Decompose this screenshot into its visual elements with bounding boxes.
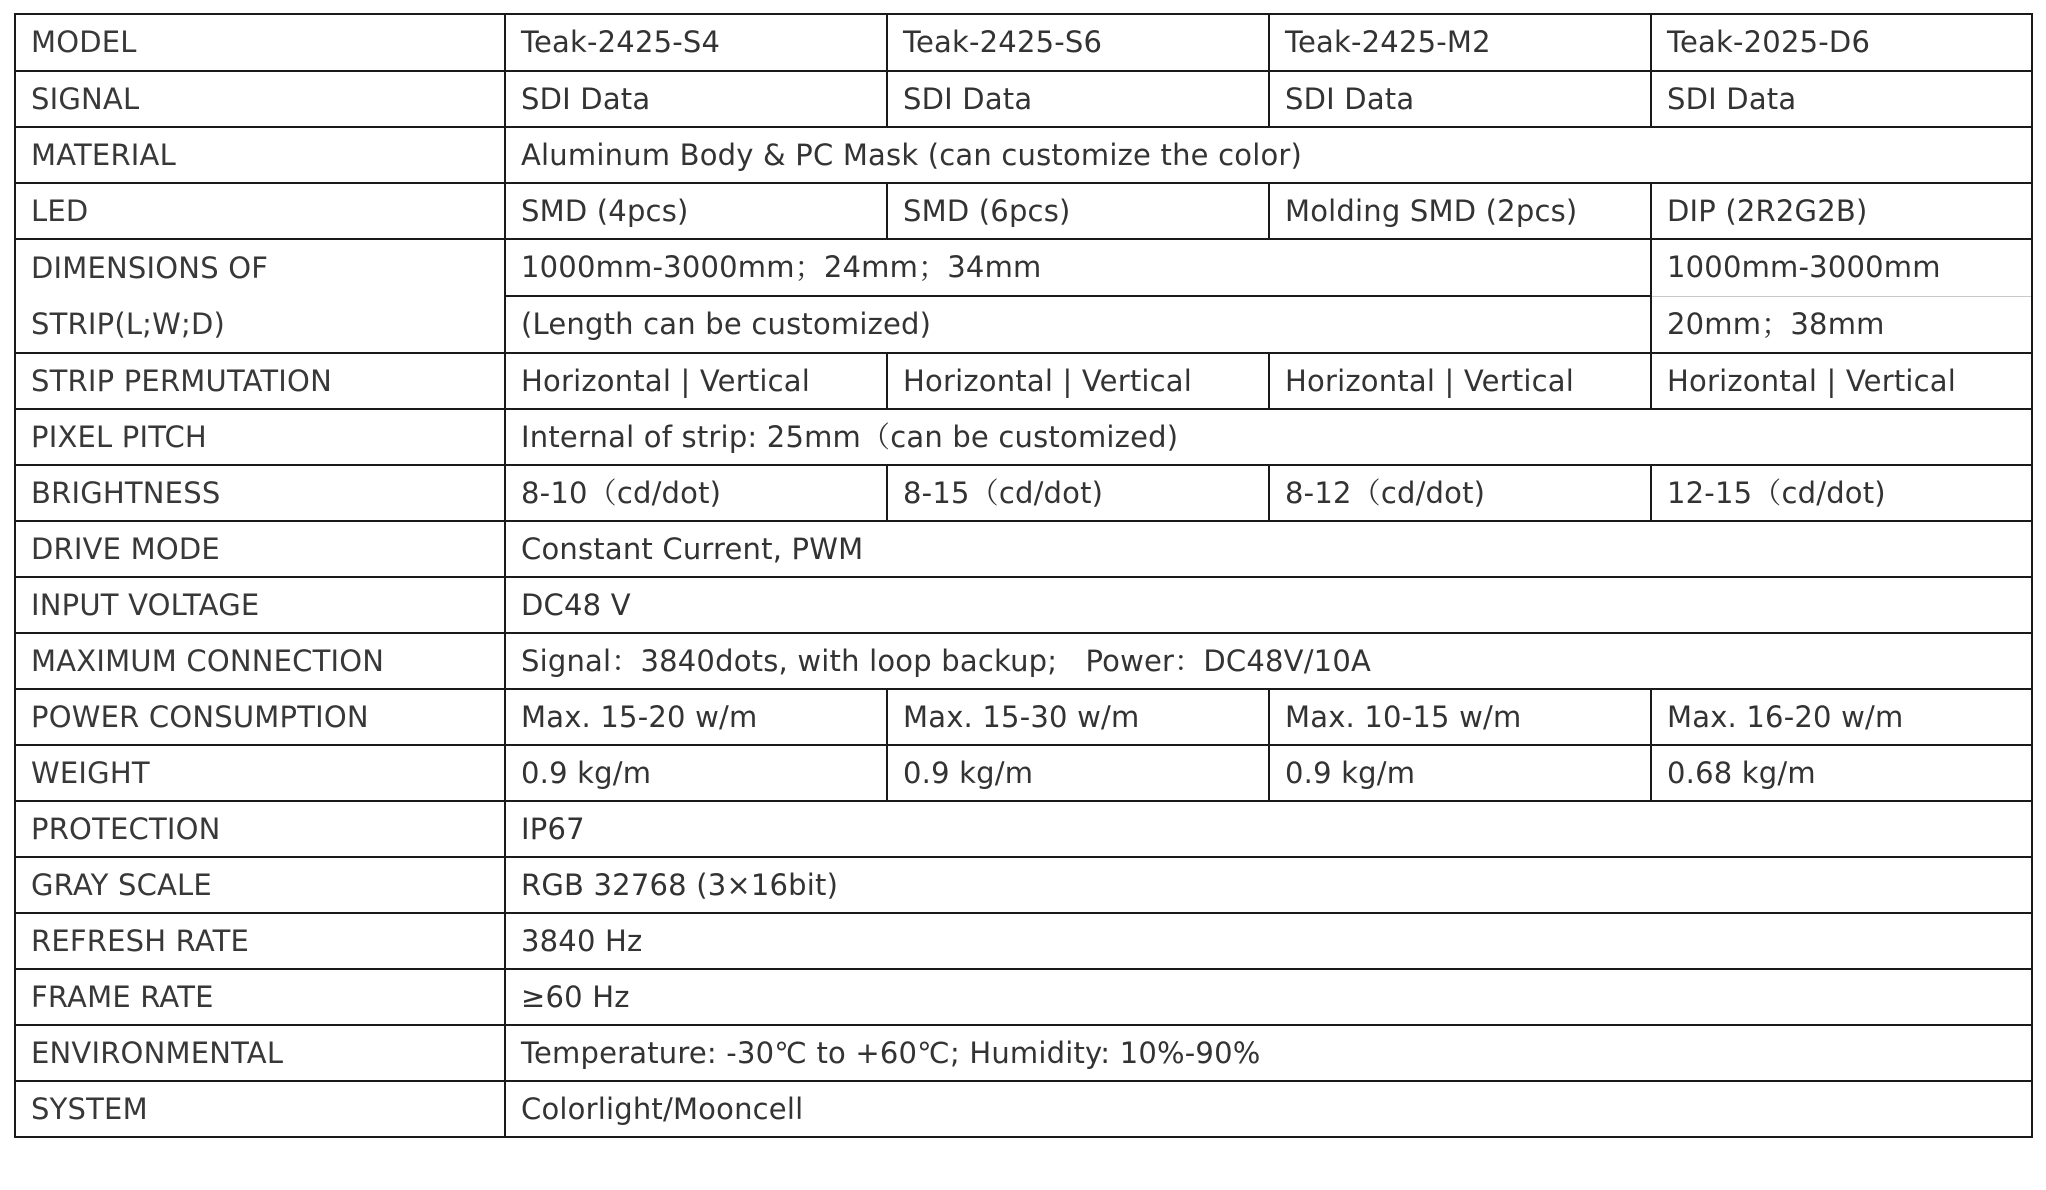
power-consumption-d6: Max. 16-20 w/m bbox=[1651, 689, 2032, 745]
pixel-pitch-value: Internal of strip: 25mm（can be customized) bbox=[505, 409, 2032, 465]
refresh-rate-label: REFRESH RATE bbox=[15, 913, 505, 969]
brightness-d6: 12-15（cd/dot) bbox=[1651, 465, 2032, 521]
model-s4: Teak-2425-S4 bbox=[505, 14, 887, 71]
row-weight bbox=[15, 745, 2032, 801]
environmental-label: ENVIRONMENTAL bbox=[15, 1025, 505, 1081]
model-s6: Teak-2425-S6 bbox=[887, 14, 1269, 71]
row-brightness bbox=[15, 465, 2032, 521]
power-consumption-m2: Max. 10-15 w/m bbox=[1269, 689, 1651, 745]
row-protection bbox=[15, 801, 2032, 857]
row-model bbox=[15, 14, 2032, 71]
refresh-rate-value: 3840 Hz bbox=[505, 913, 2032, 969]
protection-value: IP67 bbox=[505, 801, 2032, 857]
model-label: MODEL bbox=[15, 14, 505, 71]
maximum-connection-value: Signal：3840dots, with loop backup; Power：DC48V/10A bbox=[505, 633, 2032, 689]
row-led bbox=[15, 183, 2032, 239]
row-pixel-pitch bbox=[15, 409, 2032, 465]
power-consumption-s4: Max. 15-20 w/m bbox=[505, 689, 887, 745]
input-voltage-label: INPUT VOLTAGE bbox=[15, 577, 505, 633]
weight-label: WEIGHT bbox=[15, 745, 505, 801]
system-label: SYSTEM bbox=[15, 1081, 505, 1137]
row-environmental bbox=[15, 1025, 2032, 1081]
drive-mode-value: Constant Current, PWM bbox=[505, 521, 2032, 577]
frame-rate-value: ≥60 Hz bbox=[505, 969, 2032, 1025]
system-value: Colorlight/Mooncell bbox=[505, 1081, 2032, 1137]
brightness-s4: 8-10（cd/dot) bbox=[505, 465, 887, 521]
frame-rate-label: FRAME RATE bbox=[15, 969, 505, 1025]
power-consumption-s6: Max. 15-30 w/m bbox=[887, 689, 1269, 745]
material-label: MATERIAL bbox=[15, 127, 505, 183]
row-maximum-connection bbox=[15, 633, 2032, 689]
row-system bbox=[15, 1081, 2032, 1137]
drive-mode-label: DRIVE MODE bbox=[15, 521, 505, 577]
row-input-voltage bbox=[15, 577, 2032, 633]
input-voltage-value: DC48 V bbox=[505, 577, 2032, 633]
material-value: Aluminum Body & PC Mask (can customize the color) bbox=[505, 127, 2032, 183]
signal-s4: SDI Data bbox=[505, 71, 887, 127]
brightness-label: BRIGHTNESS bbox=[15, 465, 505, 521]
led-s4: SMD (4pcs) bbox=[505, 183, 887, 239]
signal-d6: SDI Data bbox=[1651, 71, 2032, 127]
strip-permutation-d6: Horizontal | Vertical bbox=[1651, 353, 2032, 409]
row-strip-permutation bbox=[15, 353, 2032, 409]
led-s6: SMD (6pcs) bbox=[887, 183, 1269, 239]
gray-scale-value: RGB 32768 (3×16bit) bbox=[505, 857, 2032, 913]
dimensions-label-line1: DIMENSIONS OF bbox=[31, 251, 269, 285]
row-drive-mode bbox=[15, 521, 2032, 577]
dimensions-d6-line1: 1000mm-3000mm bbox=[1651, 239, 2032, 296]
signal-s6: SDI Data bbox=[887, 71, 1269, 127]
signal-label: SIGNAL bbox=[15, 71, 505, 127]
maximum-connection-label: MAXIMUM CONNECTION bbox=[15, 633, 505, 689]
pixel-pitch-label: PIXEL PITCH bbox=[15, 409, 505, 465]
strip-permutation-label: STRIP PERMUTATION bbox=[15, 353, 505, 409]
brightness-m2: 8-12（cd/dot) bbox=[1269, 465, 1651, 521]
weight-s6: 0.9 kg/m bbox=[887, 745, 1269, 801]
row-power-consumption bbox=[15, 689, 2032, 745]
row-gray-scale bbox=[15, 857, 2032, 913]
led-m2: Molding SMD (2pcs) bbox=[1269, 183, 1651, 239]
dimensions-label bbox=[15, 239, 505, 353]
weight-d6: 0.68 kg/m bbox=[1651, 745, 2032, 801]
protection-label: PROTECTION bbox=[15, 801, 505, 857]
led-label: LED bbox=[15, 183, 505, 239]
strip-permutation-m2: Horizontal | Vertical bbox=[1269, 353, 1651, 409]
row-material bbox=[15, 127, 2032, 183]
environmental-value: Temperature: -30℃ to +60℃; Humidity: 10%-90% bbox=[505, 1025, 2032, 1081]
row-refresh-rate bbox=[15, 913, 2032, 969]
gray-scale-label: GRAY SCALE bbox=[15, 857, 505, 913]
row-frame-rate bbox=[15, 969, 2032, 1025]
weight-s4: 0.9 kg/m bbox=[505, 745, 887, 801]
led-d6: DIP (2R2G2B) bbox=[1651, 183, 2032, 239]
spec-table bbox=[14, 13, 2033, 1138]
strip-permutation-s4: Horizontal | Vertical bbox=[505, 353, 887, 409]
dimensions-d6-line2: 20mm；38mm bbox=[1651, 296, 2032, 353]
dimensions-shared-line2: (Length can be customized) bbox=[505, 296, 1651, 353]
brightness-s6: 8-15（cd/dot) bbox=[887, 465, 1269, 521]
row-dimensions-top bbox=[15, 239, 2032, 296]
dimensions-shared-line1: 1000mm-3000mm；24mm；34mm bbox=[505, 239, 1651, 296]
row-signal bbox=[15, 71, 2032, 127]
model-d6: Teak-2025-D6 bbox=[1651, 14, 2032, 71]
power-consumption-label: POWER CONSUMPTION bbox=[15, 689, 505, 745]
model-m2: Teak-2425-M2 bbox=[1269, 14, 1651, 71]
strip-permutation-s6: Horizontal | Vertical bbox=[887, 353, 1269, 409]
signal-m2: SDI Data bbox=[1269, 71, 1651, 127]
weight-m2: 0.9 kg/m bbox=[1269, 745, 1651, 801]
dimensions-label-line2: STRIP(L;W;D) bbox=[31, 307, 226, 341]
